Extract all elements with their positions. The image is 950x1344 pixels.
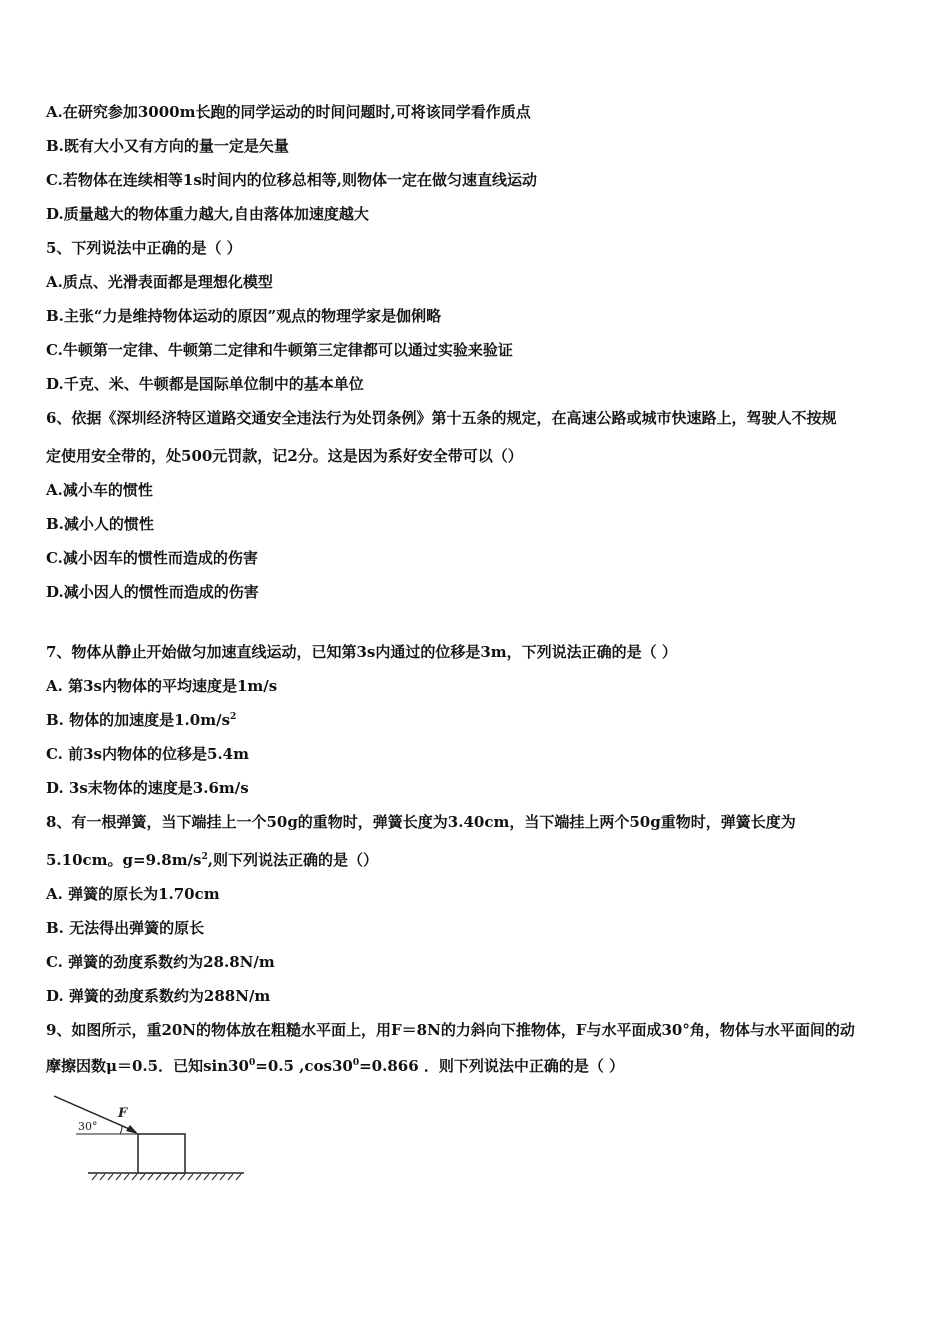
- superscript-two: 2: [230, 712, 237, 722]
- question-9: 9、如图所示，重20N的物体放在粗糙水平面上，用F＝8N的力斜向下推物体，F与水平面成30°角，物体与水平面间的动: [46, 1021, 855, 1039]
- question-6-cont: 定使用安全带的，处500元罚款，记2分。这是因为系好安全带可以（）: [46, 447, 523, 465]
- line-a-4: A.在研究参加3000m长跑的同学运动的时间问题时,可将该同学看作质点: [46, 103, 531, 121]
- question-6: 6、依据《深圳经济特区道路交通安全违法行为处罚条例》第十五条的规定，在高速公路或城市快速路上，驾驶人不按规: [46, 409, 837, 427]
- line-b-7-text: B. 物体的加速度是1.0m/s: [46, 711, 231, 729]
- line-a-8: A. 弹簧的原长为1.70cm: [46, 885, 220, 903]
- line-b-4: B.既有大小又有方向的量一定是矢量: [46, 137, 289, 155]
- force-label: F: [118, 1106, 128, 1121]
- line-a-5: A.质点、光滑表面都是理想化模型: [46, 273, 273, 291]
- ground-hatching: [92, 1174, 241, 1180]
- line-d-4: D.质量越大的物体重力越大,自由落体加速度越大: [46, 205, 369, 223]
- line-c-8: C. 弹簧的劲度系数约为28.8N/m: [46, 953, 275, 971]
- angle-label: 30°: [78, 1120, 98, 1133]
- question-5: 5、下列说法中正确的是（ ）: [46, 239, 242, 257]
- q9-cont-b: =0.5 ,cos30: [255, 1057, 353, 1075]
- line-d-5: D.千克、米、牛顿都是国际单位制中的基本单位: [46, 375, 364, 393]
- question-8: 8、有一根弹簧，当下端挂上一个50g的重物时，弹簧长度为3.40cm，当下端挂上两个50g重物时，弹簧长度为: [46, 813, 796, 831]
- line-b-6: B.减小人的惯性: [46, 515, 154, 533]
- question-8-cont: [46, 850, 378, 870]
- block: [138, 1134, 185, 1173]
- force-diagram: [52, 1090, 252, 1190]
- line-a-7: A. 第3s内物体的平均速度是1m/s: [46, 677, 278, 695]
- line-b-8: B. 无法得出弹簧的原长: [46, 919, 205, 937]
- superscript-zero-2: 0: [352, 1058, 360, 1068]
- line-c-7: C. 前3s内物体的位移是5.4m: [46, 745, 249, 763]
- line-a-6: A.减小车的惯性: [46, 481, 153, 499]
- q9-cont-c: =0.866 ．则下列说法中正确的是（ ）: [359, 1057, 625, 1075]
- angle-arc: [120, 1125, 122, 1134]
- line-b-5: B.主张“力是维持物体运动的原因”观点的物理学家是伽俐略: [46, 307, 442, 325]
- question-8-cont-b: ,则下列说法正确的是（）: [207, 851, 378, 869]
- force-arrow-head: [126, 1125, 138, 1134]
- line-d-8: D. 弹簧的劲度系数约为288N/m: [46, 987, 271, 1005]
- line-c-6: C.减小因车的惯性而造成的伤害: [46, 549, 258, 567]
- superscript-zero-1: 0: [249, 1058, 256, 1068]
- question-9-cont: [46, 1056, 624, 1076]
- line-d-7: D. 3s末物体的速度是3.6m/s: [46, 779, 249, 797]
- force-diagram-svg: [52, 1090, 252, 1190]
- line-c-4: C.若物体在连续相等1s时间内的位移总相等,则物体一定在做匀速直线运动: [46, 171, 538, 189]
- line-b-7: [46, 710, 236, 730]
- line-c-5: C.牛顿第一定律、牛顿第二定律和牛顿第三定律都可以通过实验来验证: [46, 341, 513, 359]
- question-7: 7、物体从静止开始做匀加速直线运动，已知第3s内通过的位移是3m，下列说法正确的是（ ）: [46, 643, 677, 661]
- line-d-6: D.减小因人的惯性而造成的伤害: [46, 583, 259, 601]
- superscript-two-q8: 2: [201, 852, 208, 862]
- question-8-cont-a: 5.10cm。g=9.8m/s: [46, 851, 202, 869]
- q9-cont-a: 摩擦因数μ＝0.5．已知sin30: [46, 1057, 249, 1075]
